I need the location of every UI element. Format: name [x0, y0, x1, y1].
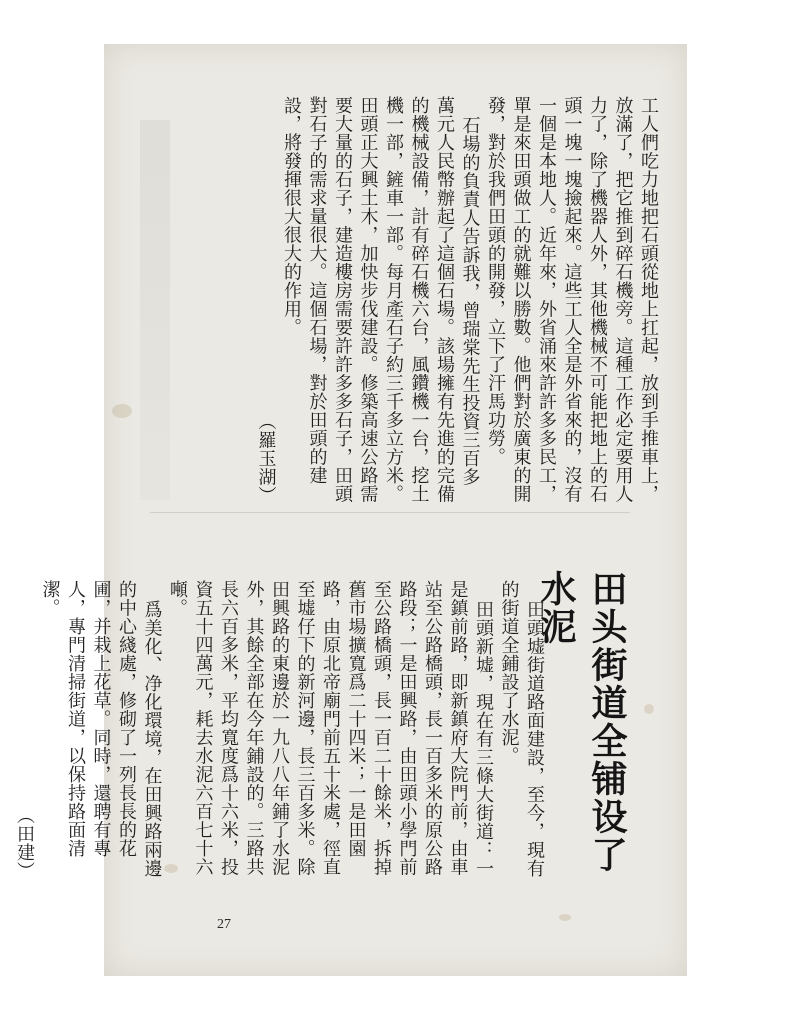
article-bottom-paragraph: 爲美化、净化環境，在田興路兩邊的中心綫處，修砌了一列長長的花圃，并栽上花草。同時，還聘有專人，專門清掃街道，以保持路面清潔。 [39, 580, 163, 878]
article-top-paragraph: 石場的負責人告訴我，曾瑞棠先生投資三百多萬元人民幣辦起了這個石場。該場擁有先進的完備的機械設備，計有碎石機六台，風鑽機一台，挖土機一部，鏟車一部。每月產石子約三千多立方米。田頭正大興土木，加快步伐建設。修築高速公路需要大量的石子，建造樓房需要許許多多石子，田頭對石子的需求量很大。這個石場，對於田頭的建設，將發揮很大很大的作用。 [281, 96, 481, 503]
page-number: 27 [217, 917, 231, 932]
bleed-through-text [140, 120, 170, 500]
article-bottom-paragraph: 田頭墟街道路面建設，至今，現有的街道全鋪設了水泥。 [498, 580, 545, 878]
article-top-byline: （羅玉湖） [255, 411, 277, 504]
article-top-paragraph: 工人們吃力地把石頭從地上扛起，放到手推車上，放滿了，把它推到碎石機旁。這種工作必定要用人力了，除了機器人外，其他機械不可能把地上的石頭一塊一塊撿起來。這些工人全是外省來的，沒有一個是本地人。近年來，外省涌來許許多多民工，單是來田頭做工的就難以勝數。他們對於廣東的開發，對於我們田頭的開發，立下了汗馬功勞。 [485, 96, 659, 503]
article-bottom-headline: 田头街道全铺设了水泥 [535, 570, 628, 874]
article-bottom-paragraph: 田頭新墟，現在有三條大街道：一是鎮前路，即新鎮府大院門前，由車站至公路橋頭，長一百多米的原公路路段；一是田興路，由田頭小學門前至公路橋頭，長一百二十餘米，拆掉舊市場擴寬爲二十四米；一是田園路，由原北帝廟門前五十米處，徑直至墟仔下的新河邊，長三百多米。除田興路的東邊於一九八八年鋪了水泥外，其餘全部在今年鋪設的。三路共長六百多米，平均寬度爲十六米，投資五十四萬元，耗去水泥六百七十六噸。 [167, 580, 494, 878]
article-divider [150, 512, 630, 513]
article-top [191, 96, 661, 504]
article-bottom-byline: （田建） [14, 806, 35, 880]
article-bottom [14, 580, 547, 880]
